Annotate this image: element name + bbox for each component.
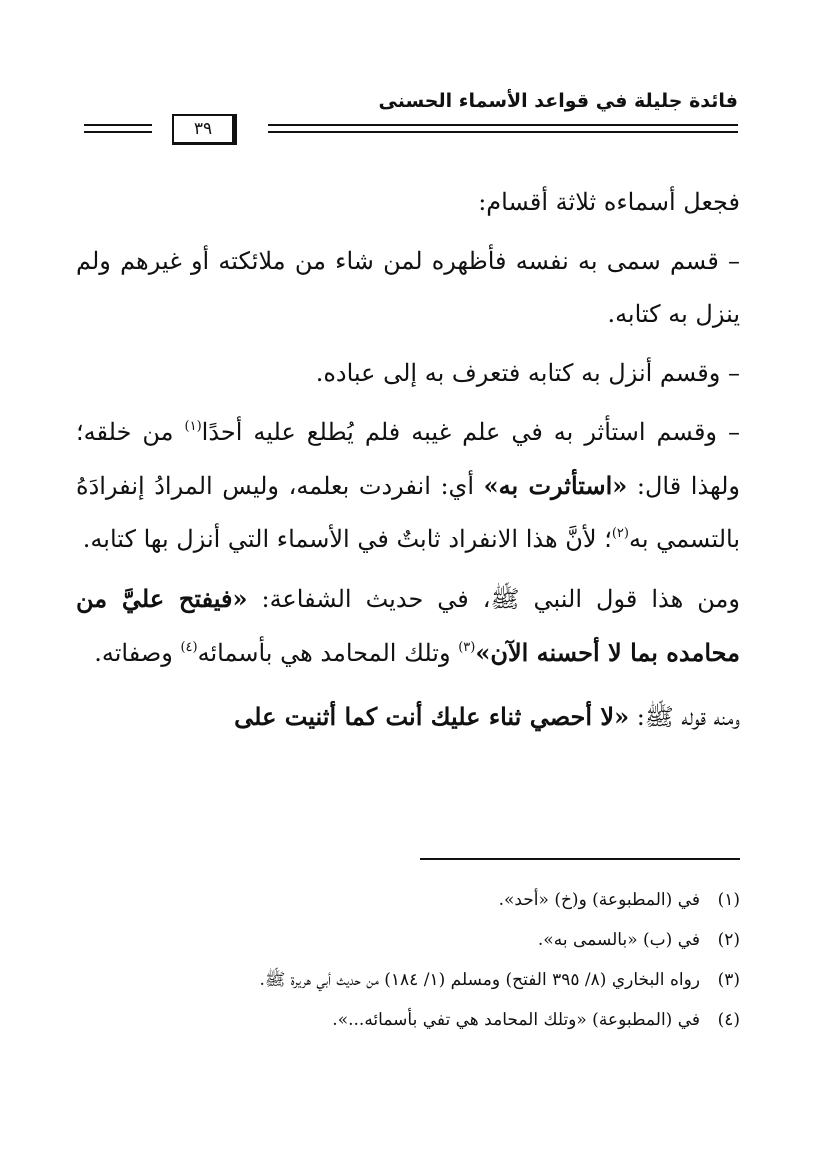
page-number: ٣٩ [172, 114, 237, 145]
footnote-ref: (٤) [180, 640, 198, 655]
paragraph [76, 690, 740, 744]
footnote-text: رواه البخاري (٨/ ٣٩٥ الفتح) ومسلم (١/ ١٨٤) من حديث أبي هريرة ﷺ. [259, 970, 700, 990]
footnote [76, 960, 740, 1000]
footnote-number: (٢) [717, 930, 740, 950]
paragraph: فجعل أسماءه ثلاثة أقسام: [478, 188, 740, 216]
header-rule [268, 124, 738, 126]
quote-bold: «لا أحصي ثناء عليك أنت كما أثنيت على [234, 702, 630, 731]
footnote-text: في (ب) «بالسمى به». [537, 930, 700, 950]
footnote-number: (١) [717, 890, 740, 910]
text-run: من خلقه؛ ولهذا قال: [76, 418, 740, 500]
footnotes [76, 880, 740, 1040]
text-run: ومنه قوله ﷺ: [629, 703, 740, 731]
paragraph [76, 572, 740, 680]
paragraph: – وقسم أنزل به كتابه فتعرف به إلى عباده. [315, 359, 740, 387]
paragraph: – قسم سمى به نفسه فأظهره لمن شاء من ملائكته أو غيرهم ولم ينزل به كتابه. [76, 247, 740, 328]
footnote-separator [420, 858, 740, 860]
text-run: أي: انفردت بعلمه، وليس المرادُ إنفرادَهُ بالتسمي به [76, 472, 740, 553]
header-rule [268, 131, 738, 133]
footnote [76, 920, 740, 960]
footnote-ref: (٣) [458, 640, 476, 655]
running-title: فائدة جليلة في قواعد الأسماء الحسنى [378, 90, 738, 112]
footnote-text: في (المطبوعة) و(خ) «أحد». [498, 890, 700, 910]
footnote-number: (٣) [717, 970, 740, 990]
footnote-ref: (١) [184, 419, 202, 434]
text-run: وصفاته. [94, 639, 181, 667]
quote-bold: «استأثرت به» [483, 471, 628, 500]
text-run: ؛ لأنَّ هذا الانفراد ثابتٌ في الأسماء التي أنزل بها كتابه. [82, 525, 612, 553]
text-run: ومن هذا قول النبي ﷺ، في حديث الشفاعة: [247, 585, 740, 613]
footnote-ref: (٢) [611, 526, 629, 541]
header-rule [84, 131, 152, 133]
footnote [76, 880, 740, 920]
header-rule [84, 124, 152, 126]
footnote-number: (٤) [717, 1010, 740, 1030]
text-run: وتلك المحامد هي بأسمائه [197, 639, 459, 667]
quote-bold: «فيفتح عليَّ من محامده بما لا أحسنه الآن» [76, 584, 740, 667]
paragraph [76, 406, 740, 566]
footnote [76, 1000, 740, 1040]
main-text [76, 176, 740, 750]
page-header [84, 82, 738, 142]
footnote-text: في (المطبوعة) «وتلك المحامد هي تفي بأسمائه...». [332, 1010, 700, 1030]
text-run: – وقسم استأثر به في علم غيبه فلم يُطلع عليه أحدًا [201, 418, 740, 446]
